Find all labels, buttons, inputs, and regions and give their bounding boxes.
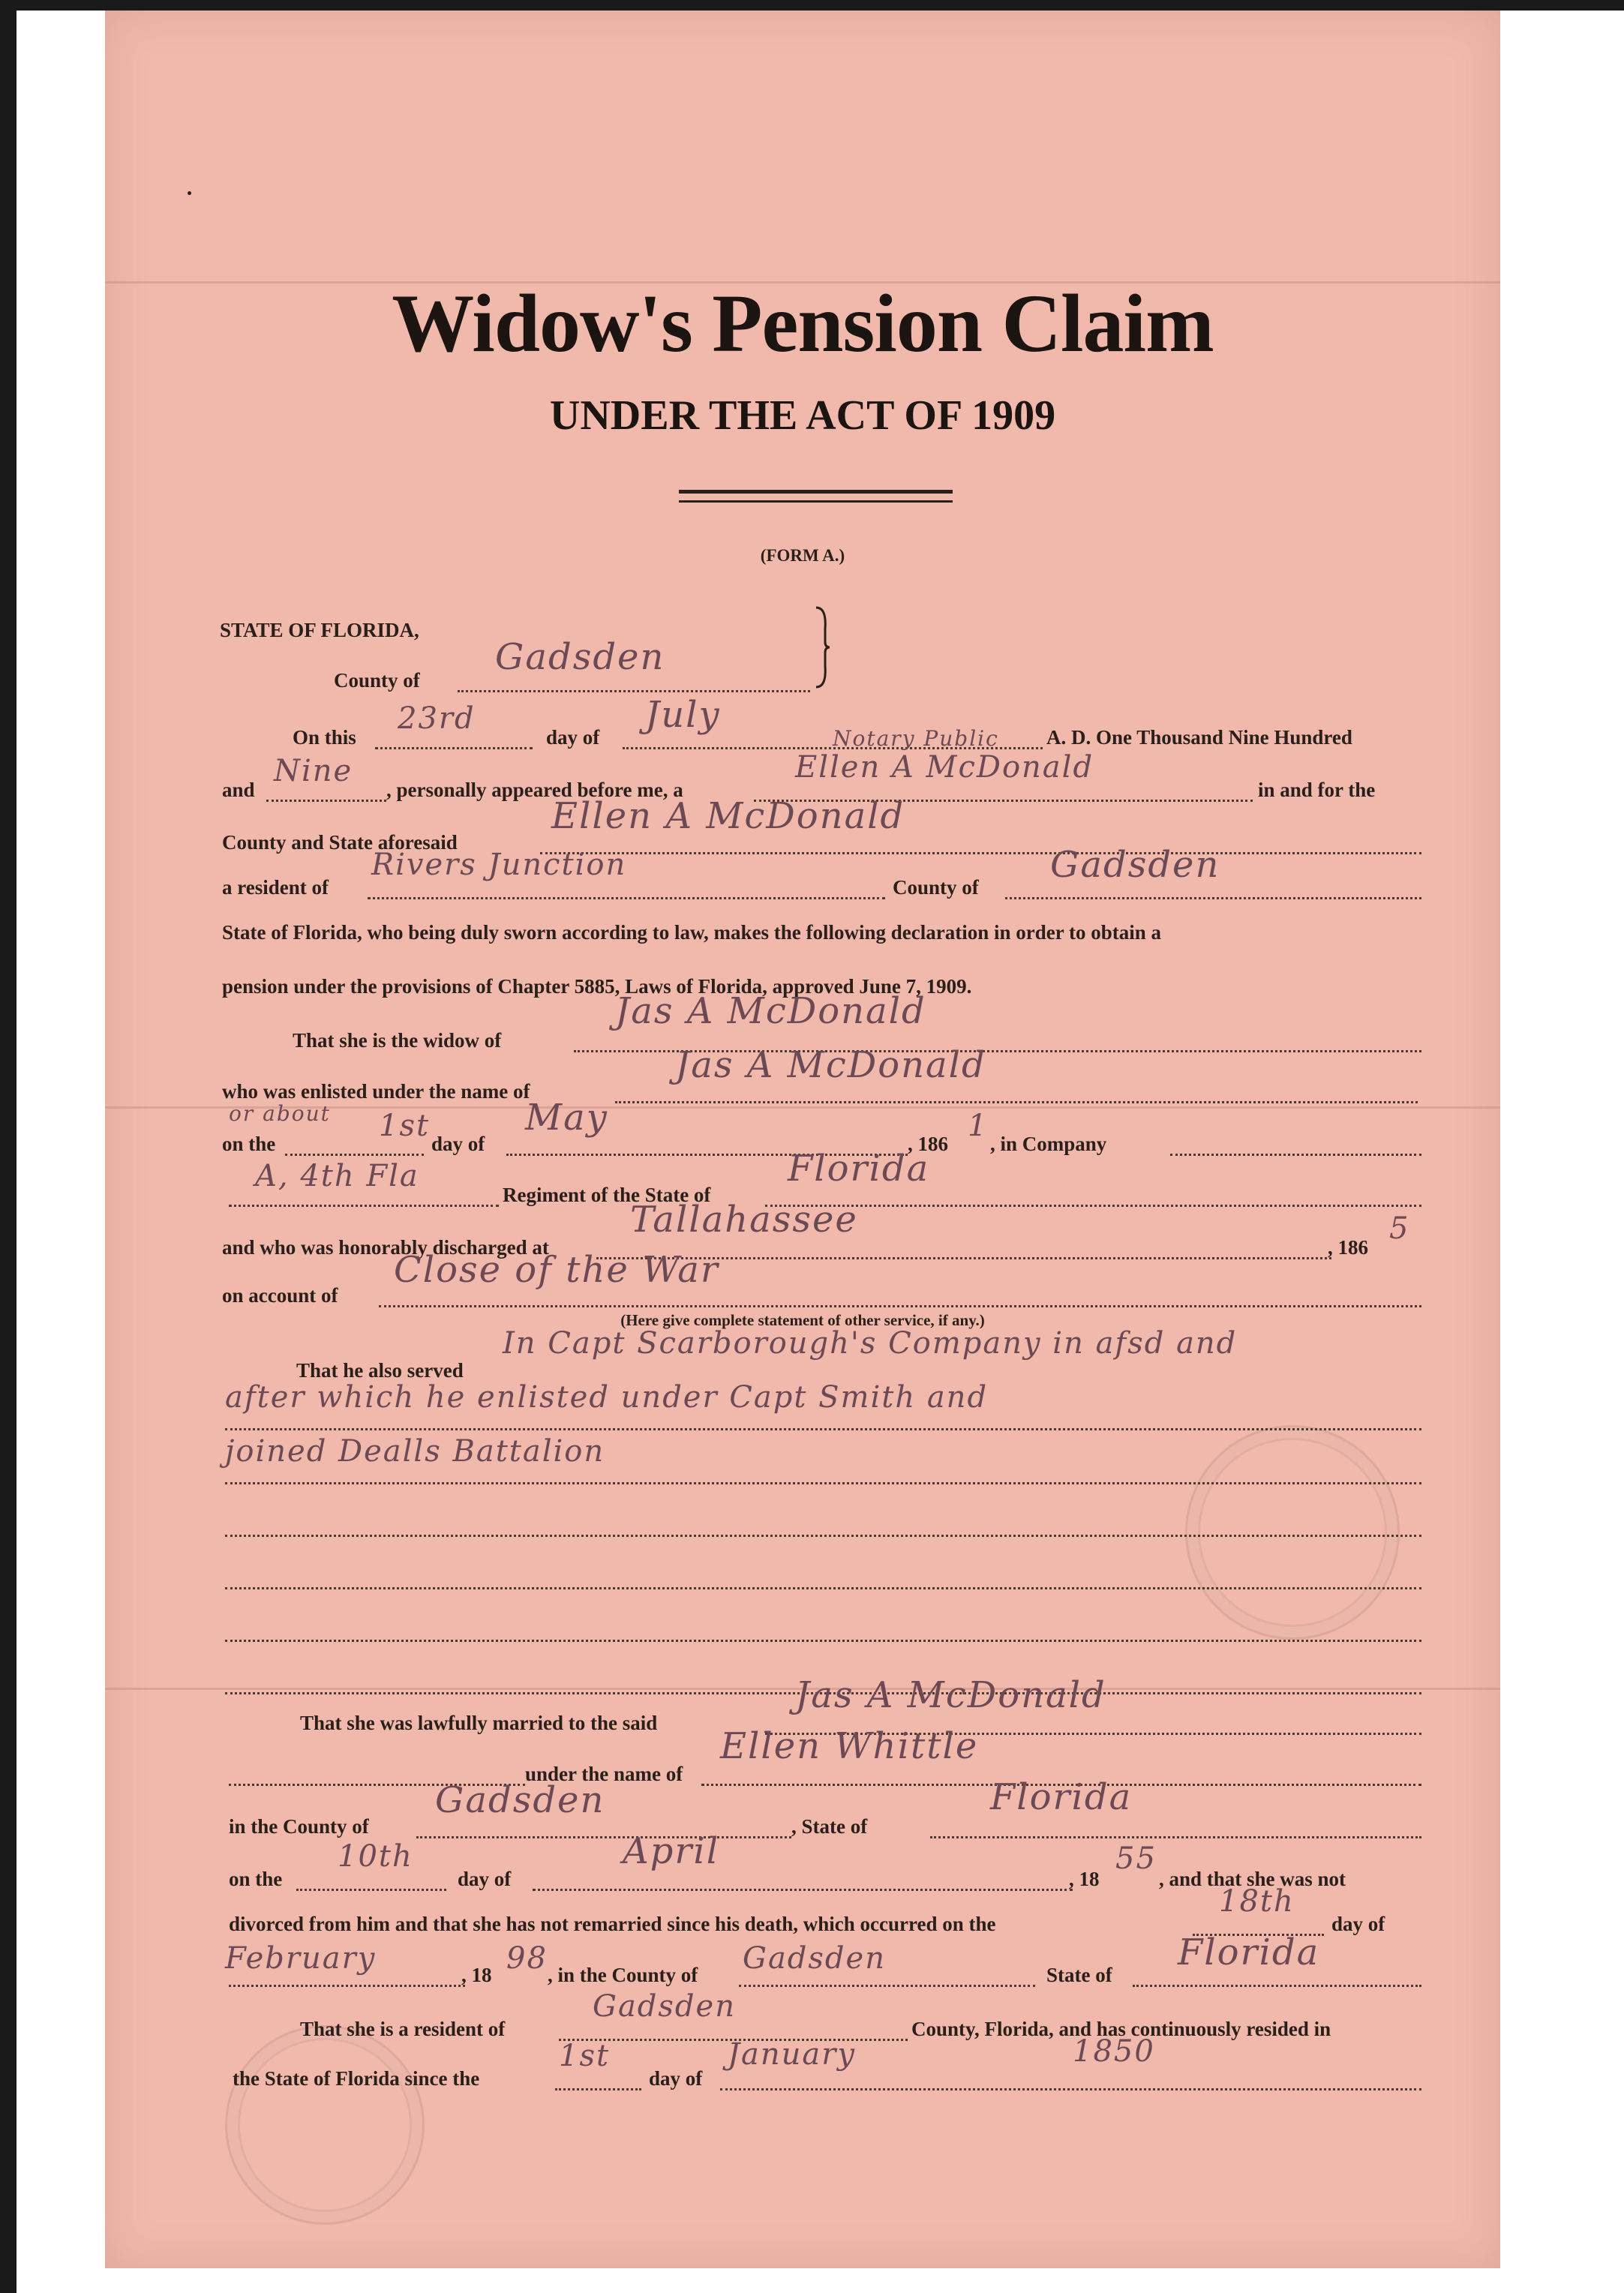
married-year-digits[interactable]: 55 [1115, 1841, 1157, 1876]
enlist-day-note[interactable]: or about [229, 1101, 331, 1126]
and-label: and [222, 779, 255, 801]
death-state-field[interactable]: Florida [1178, 1931, 1320, 1973]
day-of-label-4: day of [1331, 1913, 1385, 1935]
married-day-line [296, 1889, 446, 1891]
declaration-line-2: pension under the provisions of Chapter 5885, Laws of Florida, approved June 7, 1909. [222, 975, 972, 998]
state-of-label: , State of [791, 1815, 868, 1838]
residence-county-line [1005, 897, 1421, 899]
company-dots [1170, 1154, 1421, 1156]
since-the-label: the State of Florida since the [233, 2067, 480, 2090]
since-month-field[interactable]: January [728, 2037, 856, 2072]
year-word-field[interactable]: Nine [274, 754, 353, 788]
day-of-label-5: day of [649, 2067, 703, 2090]
other-service-line [225, 1428, 1421, 1430]
other-service-line-2[interactable]: after which he enlisted under Capt Smith and [225, 1380, 989, 1415]
enlisted-name-field[interactable]: Jas A McDonald [675, 1044, 986, 1086]
death-county-field[interactable]: Gadsden [743, 1941, 886, 1976]
company-field[interactable]: A, 4th Fla [255, 1159, 419, 1193]
other-service-line [225, 1535, 1421, 1537]
in-and-for-label: in and for the [1258, 779, 1376, 801]
resident-of-label-2: That she is a resident of [300, 2018, 506, 2040]
resident-of-label: a resident of [222, 876, 329, 899]
day-of-label-2: day of [431, 1133, 485, 1155]
married-month-field[interactable]: April [623, 1830, 720, 1872]
married-said-field[interactable]: Jas A McDonald [795, 1674, 1106, 1716]
county-field-line [458, 690, 810, 692]
residence-county-field[interactable]: Gadsden [1050, 844, 1220, 886]
day-field[interactable]: 23rd [398, 701, 476, 736]
death-day-field[interactable]: 18th [1219, 1884, 1295, 1919]
venue-brace [815, 606, 830, 689]
day-of-label-3: day of [458, 1868, 512, 1890]
in-company-label: , in Company [990, 1133, 1107, 1155]
also-served-label: That he also served [296, 1359, 464, 1382]
widow-of-label: That she is the widow of [293, 1029, 502, 1052]
on-account-of-label: on account of [222, 1284, 338, 1307]
on-the-label-2: on the [229, 1868, 283, 1890]
residence-field[interactable]: Rivers Junction [371, 848, 627, 882]
enlist-day-field[interactable]: 1st [379, 1109, 431, 1143]
since-year-field[interactable]: 1850 [1073, 2034, 1155, 2069]
state-of-label-2: State of [1046, 1964, 1112, 1986]
on-this-label: On this [293, 726, 356, 749]
married-county-field[interactable]: Gadsden [435, 1779, 605, 1821]
resided-in-label: County, Florida, and has continuously resided in [911, 2018, 1331, 2040]
day-field-line [375, 747, 533, 749]
death-county-line [739, 1985, 1035, 1987]
company-field-line [229, 1205, 499, 1207]
resident-county-field[interactable]: Gadsden [593, 1989, 736, 2024]
month-field[interactable]: July [645, 694, 721, 736]
regiment-state-field[interactable]: Florida [788, 1148, 930, 1190]
enlist-year-digit[interactable]: 1 [968, 1109, 989, 1143]
discharge-reason-line [379, 1305, 1421, 1307]
other-service-line [225, 1482, 1421, 1484]
claimant-field[interactable]: Ellen A McDonald [551, 795, 905, 837]
form-label: (FORM A.) [760, 546, 845, 565]
in-county-of-label: in the County of [229, 1815, 369, 1838]
ad-text: A. D. One Thousand Nine Hundred [1046, 726, 1352, 749]
on-the-label: on the [222, 1133, 276, 1155]
official-title-field[interactable]: Notary Public [833, 726, 999, 751]
state-label: STATE OF FLORIDA, [220, 619, 419, 641]
discharge-year-digit[interactable]: 5 [1389, 1211, 1410, 1246]
other-service-line-3[interactable]: joined Dealls Battalion [225, 1434, 605, 1469]
married-state-line [930, 1836, 1421, 1838]
other-service-line-1[interactable]: In Capt Scarborough's Company in afsd and [503, 1326, 1238, 1361]
year-1855-prefix: , 18 [1069, 1868, 1100, 1890]
scan-edge-left [0, 0, 17, 2293]
county-label: County of [334, 669, 420, 692]
year-1898-prefix: , 18 [461, 1964, 492, 1986]
husband-field[interactable]: Jas A McDonald [615, 990, 926, 1032]
embossed-seal [1185, 1425, 1400, 1640]
year-1865-prefix: , 186 [1328, 1236, 1368, 1259]
residence-field-line [368, 897, 885, 899]
form-title: Widow's Pension Claim [392, 278, 1214, 369]
form-subtitle: UNDER THE ACT OF 1909 [549, 392, 1056, 439]
embossed-seal [225, 2025, 425, 2225]
married-county-line [416, 1836, 791, 1838]
official-name-field[interactable]: Ellen A McDonald [795, 750, 1094, 785]
divorced-line: divorced from him and that she has not remarried since his death, which occurred on the [229, 1913, 996, 1935]
maiden-name-field[interactable]: Ellen Whittle [720, 1725, 979, 1767]
death-state-line [1133, 1985, 1421, 1987]
ink-speck [188, 191, 191, 195]
enlist-day-line [285, 1154, 424, 1156]
year-1861-prefix: , 186 [908, 1133, 948, 1155]
death-year-digits[interactable]: 98 [506, 1941, 548, 1976]
discharged-at-field[interactable]: Tallahassee [630, 1199, 858, 1241]
married-month-line [533, 1889, 1073, 1891]
appeared-label: , personally appeared before me, a [386, 779, 683, 801]
county-state-aforesaid-label: County and State aforesaid [222, 831, 458, 854]
declaration-line-1: State of Florida, who being duly sworn according to law, makes the following declaration in order to obtain a [222, 921, 1162, 944]
day-of-label: day of [546, 726, 600, 749]
since-month-line [720, 2088, 1421, 2090]
scan-edge-top [0, 0, 1624, 11]
other-service-note: (Here give complete statement of other service, if any.) [620, 1311, 985, 1329]
title-rule [679, 490, 953, 494]
under-name-of-label: under the name of [525, 1763, 683, 1785]
discharge-reason-field[interactable]: Close of the War [394, 1249, 719, 1291]
claimant-field-line [540, 852, 1421, 854]
title-rule [679, 500, 953, 503]
death-month-line [229, 1985, 465, 1987]
regiment-label: Regiment of the State of [503, 1184, 711, 1206]
year-word-line [266, 800, 386, 802]
in-county-of-label-2: , in the County of [548, 1964, 698, 1986]
enlisted-under-label: who was enlisted under the name of [222, 1080, 530, 1103]
enlisted-name-line [615, 1101, 1418, 1103]
discharged-at-label: and who was honorably discharged at [222, 1236, 549, 1259]
since-day-line [555, 2088, 641, 2090]
death-month-field[interactable]: February [225, 1941, 377, 1976]
married-to-label: That she was lawfully married to the said [300, 1712, 658, 1734]
other-service-line [225, 1640, 1421, 1642]
since-day-field[interactable]: 1st [559, 2039, 611, 2073]
enlist-month-field[interactable]: May [525, 1097, 608, 1139]
not-divorced-tail: , and that she was not [1159, 1868, 1346, 1890]
county-of-label: County of [893, 876, 979, 899]
regiment-state-line [765, 1205, 1421, 1207]
married-day-field[interactable]: 10th [338, 1839, 413, 1874]
married-state-field[interactable]: Florida [990, 1776, 1133, 1818]
other-service-line [225, 1587, 1421, 1589]
county-field[interactable]: Gadsden [495, 636, 665, 678]
